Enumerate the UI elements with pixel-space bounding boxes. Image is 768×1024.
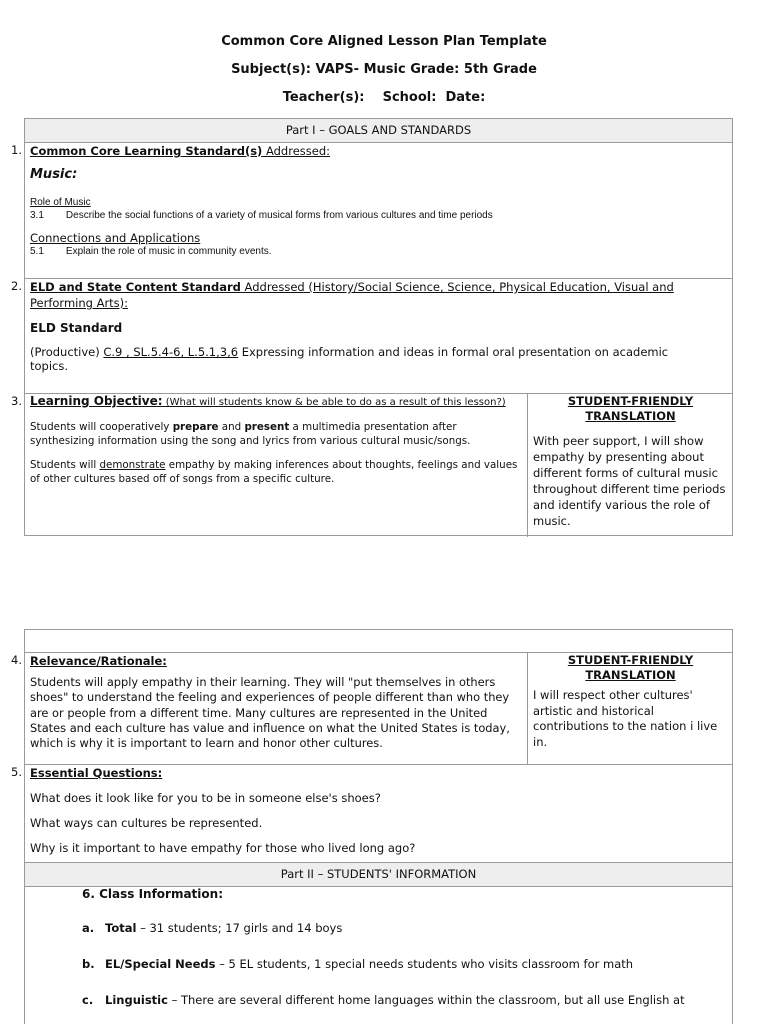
section-3-objective	[11, 394, 732, 537]
blank-row	[25, 630, 732, 653]
sft-text-1: With peer support, I will show empathy by presenting about different forms of cultural music throughout different time periods and identify various the role of music.	[533, 434, 726, 528]
standard-3-1-text: Describe the social functions of a variety of musical forms from various cultures and time periods	[65, 210, 493, 221]
sft-text-2: I will respect other cultures' artistic and historical contributions to the nation i live in.	[533, 688, 718, 749]
section-2-label: ELD and State Content Standard	[30, 280, 241, 294]
section-1-label-rest: Addressed:	[262, 144, 331, 158]
section-2-number: 2.	[11, 279, 22, 293]
question-3: Why is it important to have empathy for those who lived long ago?	[30, 841, 416, 855]
sft-heading-2: STUDENT-FRIENDLY TRANSLATION	[567, 653, 694, 682]
class-information	[25, 887, 732, 1007]
standard-3-1	[30, 210, 727, 221]
section-5-number: 5.	[11, 765, 22, 779]
question-1: What does it look like for you to be in someone else's shoes?	[30, 791, 381, 805]
connections-label: Connections and Applications	[30, 231, 201, 245]
document-title: Common Core Aligned Lesson Plan Template	[221, 34, 547, 49]
productive-standard	[30, 345, 700, 373]
part1-heading: Part I – GOALS AND STANDARDS	[25, 119, 732, 143]
sft-heading-1: STUDENT-FRIENDLY TRANSLATION	[567, 394, 694, 423]
section-1-label: Common Core Learning Standard(s)	[30, 144, 263, 158]
section-4-rationale	[11, 653, 732, 765]
goals-standards-table	[11, 118, 733, 536]
info-linguistic: c. Linguistic – There are several different home languages within the classroom, but all use English at	[82, 993, 685, 1007]
student-friendly-translation-2	[528, 653, 732, 750]
standard-5-1	[30, 246, 727, 257]
section-1-number: 1.	[11, 143, 22, 157]
music-heading: Music:	[30, 167, 78, 182]
info-el-special-needs: b. EL/Special Needs – 5 EL students, 1 special needs students who visits classroom for math	[82, 957, 634, 971]
standard-3-1-number: 3.1	[30, 210, 44, 221]
productive-description: Expressing information and ideas in formal oral presentation on academic topics.	[30, 345, 669, 373]
section-3-label: Learning Objective:	[30, 394, 163, 408]
section-1-standards	[11, 143, 732, 279]
question-2: What ways can cultures be represented.	[30, 816, 263, 830]
part2-heading: Part II – STUDENTS' INFORMATION	[25, 863, 732, 887]
student-friendly-translation-1	[528, 394, 732, 529]
info-total: a. Total – 31 students; 17 girls and 14 boys	[82, 921, 343, 935]
productive-codes: C.9 , SL.5.4-6, L.5.1,3,6	[103, 345, 239, 359]
section-4-label: Relevance/Rationale:	[30, 654, 167, 668]
class-info-heading: 6. Class Information:	[82, 887, 223, 901]
section-5-questions	[11, 765, 732, 863]
subject-line: Subject(s): VAPS- Music Grade: 5th Grade	[231, 62, 537, 77]
teacher-line: Teacher(s): School: Date:	[282, 90, 486, 105]
section-4-number: 4.	[11, 653, 22, 667]
objective-paragraph-1: Students will cooperatively prepare and present a multimedia presentation after synthesizing information using the song and lyrics from various cultural music/songs.	[30, 421, 471, 447]
section-5-label: Essential Questions:	[30, 766, 163, 780]
objective-paragraph-2: Students will demonstrate empathy by making inferences about thoughts, feelings and values of other cultures based off of songs from a specific culture.	[30, 459, 518, 485]
standard-5-1-number: 5.1	[30, 246, 44, 257]
section-3-number: 3.	[11, 394, 22, 408]
eld-standard-heading: ELD Standard	[30, 321, 123, 335]
standard-5-1-text: Explain the role of music in community events.	[65, 246, 272, 257]
section-2-label-rest: Addressed (History/Social Science, Science, Physical Education, Visual and Performing Arts):	[30, 280, 674, 310]
rationale-table	[11, 629, 733, 1024]
rationale-text: Students will apply empathy in their learning. They will "put themselves in others shoes" to understand the feeling and experiences of people different than who they are or people from a different time. Many cultures are represented in the United States and each culture has value and influence on what the United States is today, which is why it is important to learn and honor other cultures.	[30, 675, 510, 751]
role-of-music-label: Role of Music	[30, 197, 91, 208]
productive-prefix: (Productive)	[30, 345, 104, 359]
section-3-label-rest: (What will students know & be able to do as a result of this lesson?)	[162, 397, 506, 408]
section-2-eld	[11, 279, 732, 394]
